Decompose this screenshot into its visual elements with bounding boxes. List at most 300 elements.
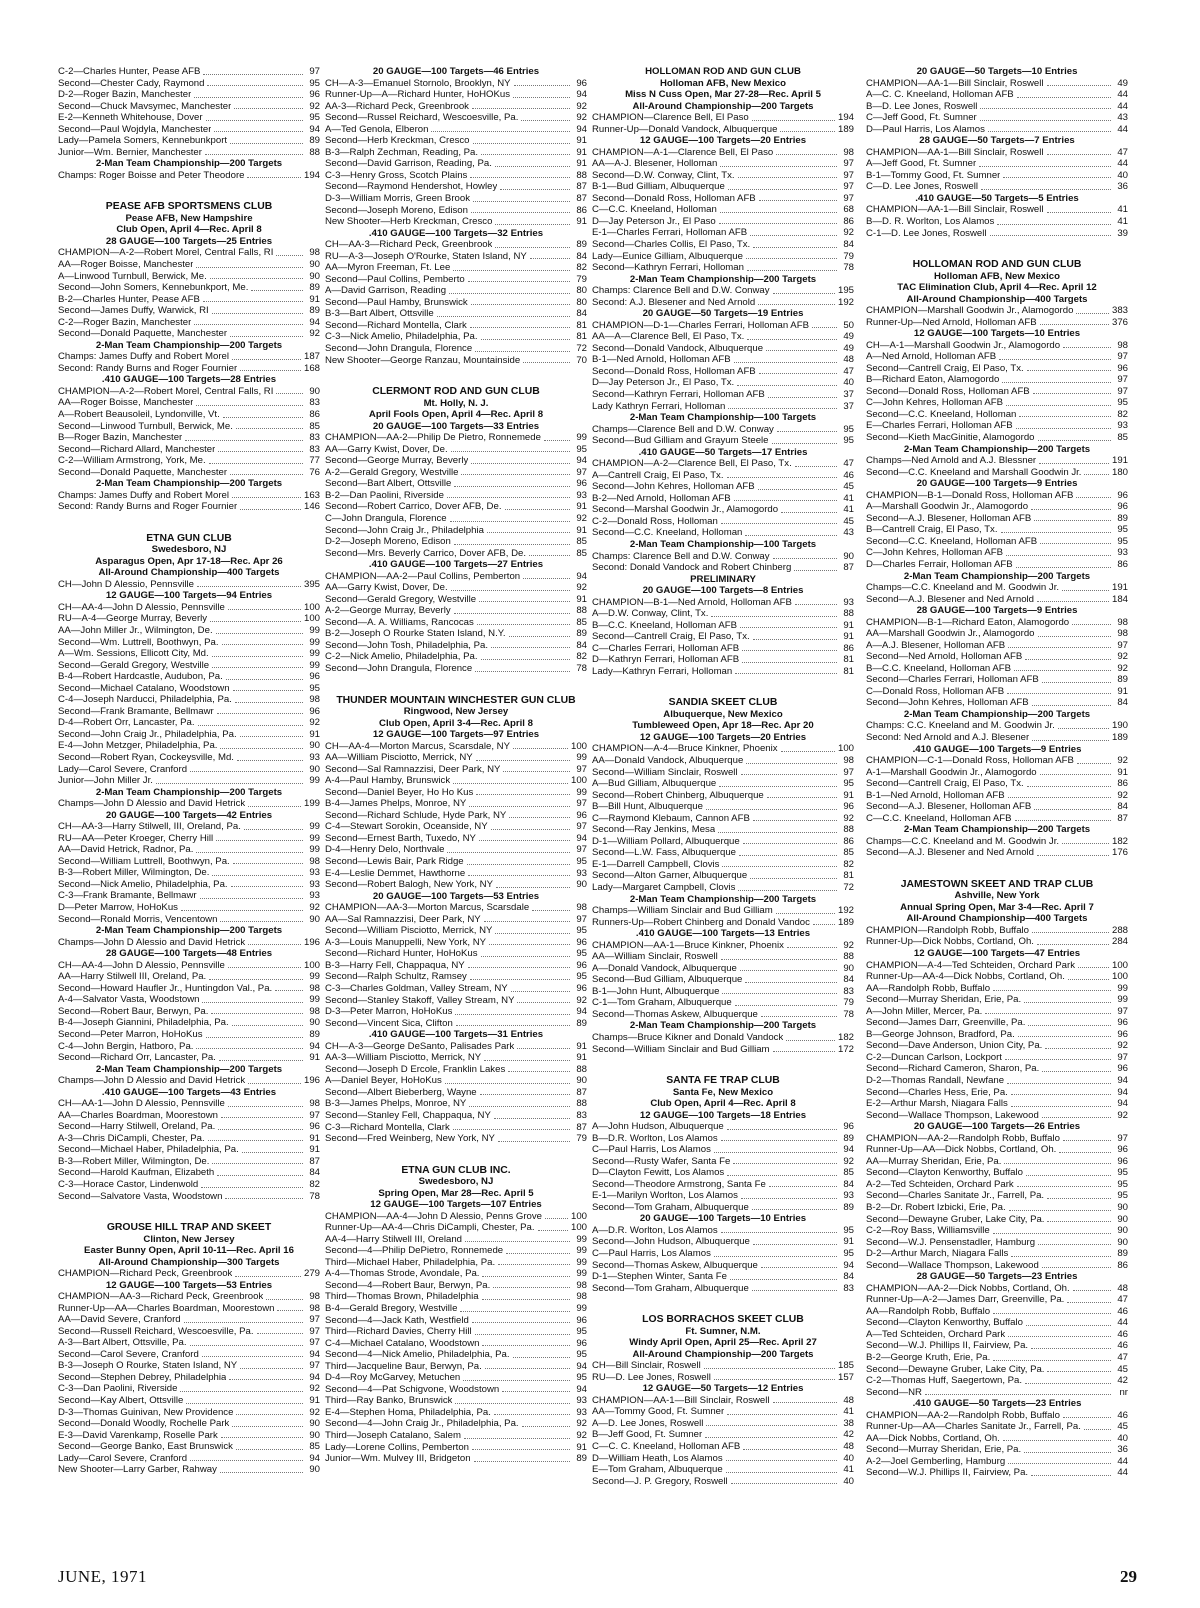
result-row: [592, 801, 854, 813]
dot-leader: [1062, 590, 1109, 591]
result-row: [592, 597, 854, 609]
result-entry: CHAMPION—AA-3—Morton Marcus, Scarsdale: [325, 902, 530, 914]
result-entry: B-3—Harry Fell, Chappaqua, NY: [325, 959, 465, 971]
result-row: [866, 994, 1128, 1006]
result-row: [592, 666, 854, 678]
result-row: [866, 1040, 1128, 1052]
result-score: 41: [843, 504, 854, 516]
result-score: 36: [1117, 181, 1128, 193]
result-entry: CH—Bill Sinclair, Roswell: [592, 1360, 701, 1372]
result-entry: Second—Tom Graham, Albuquerque: [592, 1201, 749, 1213]
result-row: [325, 582, 587, 594]
event-heading: 20 GAUGE—50 Targets—19 Entries: [642, 308, 804, 320]
result-entry: Champs—Clarence Bell and D.W. Conway: [592, 423, 774, 435]
dot-leader: [1003, 1440, 1111, 1441]
result-entry: Lady—Eunice Gilliam, Albuquerque: [592, 250, 743, 262]
result-row: [592, 170, 854, 182]
result-score: 90: [309, 1418, 320, 1430]
result-entry: Runner-Up—AA-4—Dick Nobbs, Cortland, Oh.: [866, 971, 1065, 983]
result-entry: Second—Chester Cady, Raymond: [58, 77, 205, 89]
result-entry: B—Jeff Good, Ft. Sumner: [592, 1429, 703, 1441]
result-score: 94: [309, 123, 320, 135]
result-score: 44: [1117, 1467, 1128, 1479]
result-row: [58, 1326, 320, 1338]
result-row: [325, 536, 587, 548]
result-entry: B—George Johnson, Bradford, Pa.: [866, 1028, 1015, 1040]
result-row: [866, 89, 1128, 101]
dot-leader: [714, 1379, 835, 1380]
event-heading: 2-Man Team Championship—200 Targets: [95, 925, 283, 937]
result-score: 44: [1117, 100, 1128, 112]
result-score: 96: [576, 1314, 587, 1326]
result-score: 98: [309, 982, 320, 994]
dot-leader: [230, 143, 303, 144]
result-row: [592, 389, 854, 401]
result-entry: Second: A.J. Blesener and Ned Arnold: [592, 296, 756, 308]
event-heading: 12 GAUGE—100 Targets—20 Entries: [639, 731, 807, 743]
result-entry: A—Ned Arnold, Holloman AFB: [866, 351, 997, 363]
dot-leader: [509, 817, 570, 818]
dot-leader: [248, 806, 301, 807]
result-row: [58, 432, 320, 444]
dot-leader: [1072, 624, 1111, 625]
result-entry: Second—Ned Arnold, Holloman AFB: [866, 651, 1023, 663]
dot-leader: [454, 613, 570, 614]
dot-leader: [1008, 647, 1111, 648]
result-score: 91: [576, 1052, 587, 1064]
result-entry: Second—Raymond Hendershot, Howley: [325, 181, 498, 193]
result-row: [592, 643, 854, 655]
result-entry: C-3—Richard Montella, Clark: [325, 1121, 450, 1133]
dot-leader: [221, 1117, 303, 1118]
result-row: [325, 1075, 587, 1087]
result-row: [325, 1234, 587, 1246]
dot-leader: [203, 74, 303, 75]
result-entry: A—Ted Genola, Elberon: [325, 123, 429, 135]
result-score: 39: [1117, 227, 1128, 239]
dot-leader: [1059, 1152, 1111, 1153]
dot-leader: [225, 1198, 303, 1199]
result-entry: Second—NR: [866, 1386, 922, 1398]
result-row: [592, 1464, 854, 1476]
result-row: [58, 294, 320, 306]
result-score: 100: [570, 1222, 587, 1234]
dot-leader: [450, 521, 570, 522]
event-heading: .410 GAUGE—50 Targets—5 Entries: [915, 192, 1079, 204]
section-spacer: [58, 181, 320, 187]
result-row: [58, 282, 320, 294]
result-score: 78: [843, 1008, 854, 1020]
dot-leader: [502, 1391, 570, 1392]
result-row: [58, 501, 320, 513]
event-heading: 2-Man Team Championship—200 Targets: [903, 570, 1091, 582]
dot-leader: [750, 235, 837, 236]
result-row: [866, 1179, 1128, 1191]
result-score: 94: [1117, 1086, 1128, 1098]
result-row: [58, 1167, 320, 1179]
section-spacer: [325, 675, 587, 681]
result-row: [592, 227, 854, 239]
result-score: 98: [309, 1291, 320, 1303]
result-row: [592, 654, 854, 666]
result-score: 44: [1117, 123, 1128, 135]
result-score: 99: [1117, 982, 1128, 994]
dot-leader: [745, 535, 837, 536]
dot-leader: [496, 887, 570, 888]
event-heading: .410 GAUGE—100 Targets—43 Entries: [101, 1086, 277, 1098]
result-score: 43: [843, 527, 854, 539]
result-row: [866, 1364, 1128, 1376]
dot-leader: [766, 350, 837, 351]
result-score: 89: [309, 1028, 320, 1040]
dot-leader: [1034, 520, 1111, 521]
dot-leader: [228, 967, 301, 968]
result-score: 48: [843, 1394, 854, 1406]
result-score: 88: [576, 1063, 587, 1075]
result-row: [592, 1406, 854, 1418]
dot-leader: [472, 1322, 570, 1323]
dot-leader: [752, 1290, 837, 1291]
dot-leader: [780, 131, 835, 132]
dot-leader: [212, 313, 303, 314]
result-row: [325, 1384, 587, 1396]
result-row: [325, 1315, 587, 1327]
result-row: [866, 204, 1128, 216]
result-row: [325, 1018, 587, 1030]
dot-leader: [257, 1333, 303, 1334]
result-entry: D-2—Joseph Moreno, Edison: [325, 536, 451, 548]
result-entry: Second—Ronald Morris, Vencentown: [58, 913, 218, 925]
result-entry: CHAMPION—B-1—Donald Ross, Holloman AFB: [866, 489, 1074, 501]
result-score: 90: [309, 1429, 320, 1441]
result-row: [58, 775, 320, 787]
dot-leader: [1063, 1140, 1111, 1141]
dot-leader: [216, 633, 303, 634]
dot-leader: [517, 1048, 570, 1049]
dot-leader: [1016, 567, 1111, 568]
result-score: 92: [1117, 755, 1128, 767]
dot-leader: [993, 1233, 1111, 1234]
result-score: 100: [1111, 959, 1128, 971]
result-row: [866, 1317, 1128, 1329]
result-entry: Second—Mrs. Beverly Carrico, Dover AFB, De.: [325, 547, 526, 559]
result-score: 76: [309, 466, 320, 478]
result-score: 93: [843, 596, 854, 608]
result-score: 81: [843, 665, 854, 677]
dot-leader: [731, 1483, 837, 1484]
result-entry: Second—W.J. Phillips II, Fairview, Pa.: [866, 1467, 1029, 1479]
result-score: 40: [843, 1452, 854, 1464]
result-score: 89: [576, 1017, 587, 1029]
dot-leader: [513, 97, 570, 98]
dot-leader: [190, 1460, 303, 1461]
dot-leader: [487, 532, 570, 533]
event-heading: 2-Man Team Championship—200 Targets: [903, 708, 1091, 720]
result-row: [592, 493, 854, 505]
result-score: 92: [1117, 662, 1128, 674]
result-entry: A-2—Joel Gemberling, Hamburg: [866, 1455, 1006, 1467]
result-row: [58, 683, 320, 695]
dot-leader: [787, 947, 837, 948]
result-row: [866, 1444, 1128, 1456]
result-entry: Second—Russell Reichard, Wescoesville, Pa.: [58, 1325, 254, 1337]
result-score: 81: [576, 319, 587, 331]
result-row: [58, 867, 320, 879]
result-row: [592, 470, 854, 482]
result-row: [866, 686, 1128, 698]
result-row: [58, 1430, 320, 1442]
dot-leader: [468, 875, 570, 876]
dot-leader: [758, 304, 835, 305]
event-heading: 12 GAUGE—100 Targets—94 Entries: [105, 590, 273, 602]
result-entry: C-4—Stewart Sorokin, Oceanside, NY: [325, 821, 488, 833]
result-entry: C-3—Nick Amelio, Philadelphia, Pa.: [325, 331, 478, 343]
result-entry: CHAMPION—AA-2—Dick Nobbs, Cortland, Oh.: [866, 1282, 1070, 1294]
result-score: 97: [309, 1314, 320, 1326]
event-heading: 12 GAUGE—100 Targets—10 Entries: [913, 328, 1081, 340]
result-entry: AA—Marshall Goodwin Jr., Alamogordo: [866, 628, 1035, 640]
dot-leader: [1006, 405, 1111, 406]
event-heading: 2-Man Team Championship—200 Targets: [629, 1020, 817, 1032]
result-score: 36: [1117, 1444, 1128, 1456]
event-heading: All-Around Championship—400 Targets: [98, 567, 280, 579]
result-score: 184: [1111, 593, 1128, 605]
result-entry: A—Cantrell Craig, El Paso, Tx.: [592, 469, 724, 481]
dot-leader: [1037, 944, 1109, 945]
result-score: 92: [843, 227, 854, 239]
result-row: [58, 1121, 320, 1133]
result-score: 38: [843, 1417, 854, 1429]
result-entry: Second—Charles Ferrari, Holloman AFB: [866, 674, 1039, 686]
dot-leader: [730, 1279, 837, 1280]
result-row: [866, 397, 1128, 409]
result-entry: AA-4—Harry Stilwell III, Oreland: [325, 1233, 463, 1245]
result-score: 97: [1117, 1132, 1128, 1144]
dot-leader: [753, 1244, 837, 1245]
result-entry: AA—Sal Ramnazzisi, Deer Park, NY: [325, 913, 481, 925]
dot-leader: [759, 373, 837, 374]
result-score: 96: [1117, 362, 1128, 374]
result-row: [866, 1156, 1128, 1168]
result-entry: Second—Stephen Debrey, Philadelphia: [58, 1371, 227, 1383]
result-entry: D-3—Thomas Guinivan, New Providence: [58, 1406, 234, 1418]
result-entry: A—Jeff Good, Ft. Sumner: [866, 158, 977, 170]
event-heading: 28 GAUGE—50 Targets—7 Entries: [919, 135, 1075, 147]
dot-leader: [451, 590, 570, 591]
result-score: 91: [576, 524, 587, 536]
result-entry: D-1—William Pollard, Albuquerque: [592, 835, 740, 847]
event-heading: .410 GAUGE—100 Targets—32 Entries: [368, 227, 544, 239]
result-entry: Second—Linwood Turnbull, Berwick, Me.: [58, 420, 233, 432]
dot-leader: [734, 362, 837, 363]
result-entry: Second: Randy Burns and Roger Fournier: [58, 501, 238, 513]
event-heading: All-Around Championship—200 Targets: [632, 100, 814, 112]
results-column-3: [592, 66, 854, 1487]
dot-leader: [229, 1379, 303, 1380]
result-row: [866, 1352, 1128, 1364]
dot-leader: [236, 1414, 303, 1415]
result-row: [325, 490, 587, 502]
event-heading: All-Around Championship—400 Targets: [906, 913, 1088, 925]
result-score: 98: [309, 1005, 320, 1017]
result-score: 92: [1117, 1109, 1128, 1121]
result-entry: Second—Charles Sanitate Jr., Farrell, Pa.: [866, 1190, 1045, 1202]
result-entry: Second—John Craig Jr., Philadelphia: [325, 524, 484, 536]
dot-leader: [1015, 820, 1111, 821]
dot-leader: [467, 864, 570, 865]
result-row: [58, 1464, 320, 1476]
result-row: [866, 536, 1128, 548]
result-score: 47: [1117, 1352, 1128, 1364]
result-score: 89: [1117, 1248, 1128, 1260]
result-entry: Second—Ernest Barth, Tuxedo, NY: [325, 832, 476, 844]
result-row: [866, 363, 1128, 375]
dot-leader: [517, 1002, 570, 1003]
result-score: 84: [1117, 697, 1128, 709]
dot-leader: [727, 477, 837, 478]
result-entry: CHAMPION—B-1—Ned Arnold, Holloman AFB: [592, 596, 792, 608]
result-entry: Second—Michael Catalano, Woodstown: [58, 682, 230, 694]
result-row: [866, 1190, 1128, 1202]
result-entry: CHAMPION—A-4—Bruce Kinkner, Phoenix: [592, 743, 778, 755]
result-score: 89: [843, 1132, 854, 1144]
dot-leader: [275, 990, 303, 991]
result-score: 100: [1111, 971, 1128, 983]
result-entry: AA—John Miller Jr., Wilmington, De.: [58, 625, 213, 636]
result-row: [592, 847, 854, 859]
dot-leader: [1017, 1186, 1111, 1187]
result-score: 89: [1117, 512, 1128, 524]
result-score: 92: [576, 994, 587, 1006]
result-row: [325, 343, 587, 355]
result-score: 96: [843, 1121, 854, 1133]
event-heading: .410 GAUGE—50 Targets—17 Entries: [638, 446, 808, 458]
result-score: 79: [576, 1133, 587, 1145]
result-row: [58, 305, 320, 317]
result-row: [325, 320, 587, 332]
result-score: 90: [843, 962, 854, 974]
dot-leader: [482, 1299, 570, 1300]
result-entry: C—John Drangula, Florence: [325, 512, 447, 524]
result-score: 44: [1117, 89, 1128, 101]
result-score: 95: [843, 435, 854, 447]
result-entry: D—Paul Harris, Los Alamos: [866, 123, 985, 135]
result-entry: CHAMPION—AA-2—Paul Collins, Pemberton: [325, 570, 521, 582]
result-row: [592, 516, 854, 528]
result-entry: B-3—Joseph O Rourke, Staten Island, NY: [58, 1360, 238, 1372]
result-entry: E-4—Stephen Homa, Philadelphia, Pa.: [325, 1406, 491, 1418]
dot-leader: [1047, 154, 1111, 155]
event-heading: 2-Man Team Championship—200 Targets: [95, 158, 283, 170]
result-score: 99: [576, 1302, 587, 1314]
dot-leader: [1040, 774, 1111, 775]
result-score: 91: [576, 593, 587, 605]
results-column-4: [866, 66, 1128, 1479]
result-row: [58, 671, 320, 683]
result-entry: B-1—Ned Arnold, Holloman AFB: [592, 354, 731, 366]
dot-leader: [1063, 1417, 1111, 1418]
result-row: [58, 752, 320, 764]
result-entry: Second—Michael Haber, Philadelphia, Pa.: [58, 1144, 239, 1156]
result-score: 95: [309, 112, 320, 124]
dot-leader: [529, 555, 570, 556]
result-row: [58, 994, 320, 1006]
result-row: [325, 1064, 587, 1076]
dot-leader: [795, 466, 837, 467]
dot-leader: [456, 1025, 570, 1026]
result-score: 95: [576, 925, 587, 937]
result-row: [325, 1361, 587, 1373]
result-score: 89: [309, 282, 320, 294]
result-entry: E-1—Charles Ferrari, Holloman AFB: [592, 227, 748, 239]
result-entry: Second—Albert Bieberberg, Wayne: [325, 1086, 477, 1098]
result-score: 95: [1117, 1190, 1128, 1202]
result-score: 191: [1111, 455, 1128, 467]
result-entry: B-4—Joseph Giannini, Philadelphia, Pa.: [58, 1017, 229, 1029]
result-entry: Second—Donald Paquette, Manchester: [58, 466, 228, 478]
dot-leader: [532, 910, 570, 911]
result-row: [592, 458, 854, 470]
dot-leader: [212, 1163, 303, 1164]
dot-leader: [1019, 416, 1111, 417]
result-entry: CHAMPION—AA-2—Philip De Pietro, Ronnemede: [325, 432, 541, 444]
result-row: [592, 1453, 854, 1465]
result-entry: Second—Frank Bramante, Bellmawr: [58, 705, 214, 717]
result-row: [325, 193, 587, 205]
result-row: [592, 755, 854, 767]
dot-leader: [767, 797, 837, 798]
result-score: 83: [843, 1282, 854, 1294]
event-heading: 12 GAUGE—100 Targets—107 Entries: [370, 1199, 542, 1211]
dot-leader: [232, 497, 301, 498]
result-score: 89: [576, 239, 587, 251]
section-spacer: [592, 1055, 854, 1061]
result-score: 97: [1117, 639, 1128, 651]
result-score: 37: [843, 388, 854, 400]
result-row: [325, 983, 587, 995]
dot-leader: [1062, 843, 1109, 844]
result-row: [866, 778, 1128, 790]
result-row: [866, 170, 1128, 182]
result-score: 72: [576, 343, 587, 355]
result-entry: D-4—Roy McGarvey, Metuchen: [325, 1372, 461, 1384]
result-score: 90: [1117, 1236, 1128, 1248]
result-row: [325, 501, 587, 513]
result-score: 96: [1117, 1144, 1128, 1156]
result-entry: CHAMPION—AA-4—John D Alessio, Penns Grove: [325, 1210, 543, 1222]
result-entry: C—Charles Ferrari, Holloman AFB: [592, 642, 740, 654]
result-entry: D-3—William Morris, Green Brook: [325, 192, 470, 204]
result-row: [325, 525, 587, 537]
result-entry: Runner-Up—AA—Charles Sanitate Jr., Farrell, Pa.: [866, 1421, 1081, 1433]
dot-leader: [739, 855, 837, 856]
result-score: 92: [309, 100, 320, 112]
dot-leader: [196, 1048, 303, 1049]
result-score: 191: [1111, 582, 1128, 593]
result-entry: Second—James Darr, Greenville, Pa.: [866, 1017, 1026, 1029]
result-row: [58, 890, 320, 902]
result-entry: A-4—Salvator Vasta, Woodstown: [58, 994, 200, 1006]
result-entry: D-3—Peter Marron, HoHoKus: [325, 1006, 453, 1018]
result-row: [58, 467, 320, 479]
result-row: [325, 1280, 587, 1292]
event-heading: 20 GAUGE—50 Targets—10 Entries: [916, 66, 1078, 77]
result-row: [325, 914, 587, 926]
result-entry: Second—Dewayne Gruber, Lake City, Pa.: [866, 1363, 1045, 1375]
result-entry: A—Bud Gilliam, Albuquerque: [592, 778, 717, 790]
result-entry: Second—A.J. Blesener and Ned Arnold: [866, 847, 1034, 859]
result-score: 89: [576, 1453, 587, 1465]
